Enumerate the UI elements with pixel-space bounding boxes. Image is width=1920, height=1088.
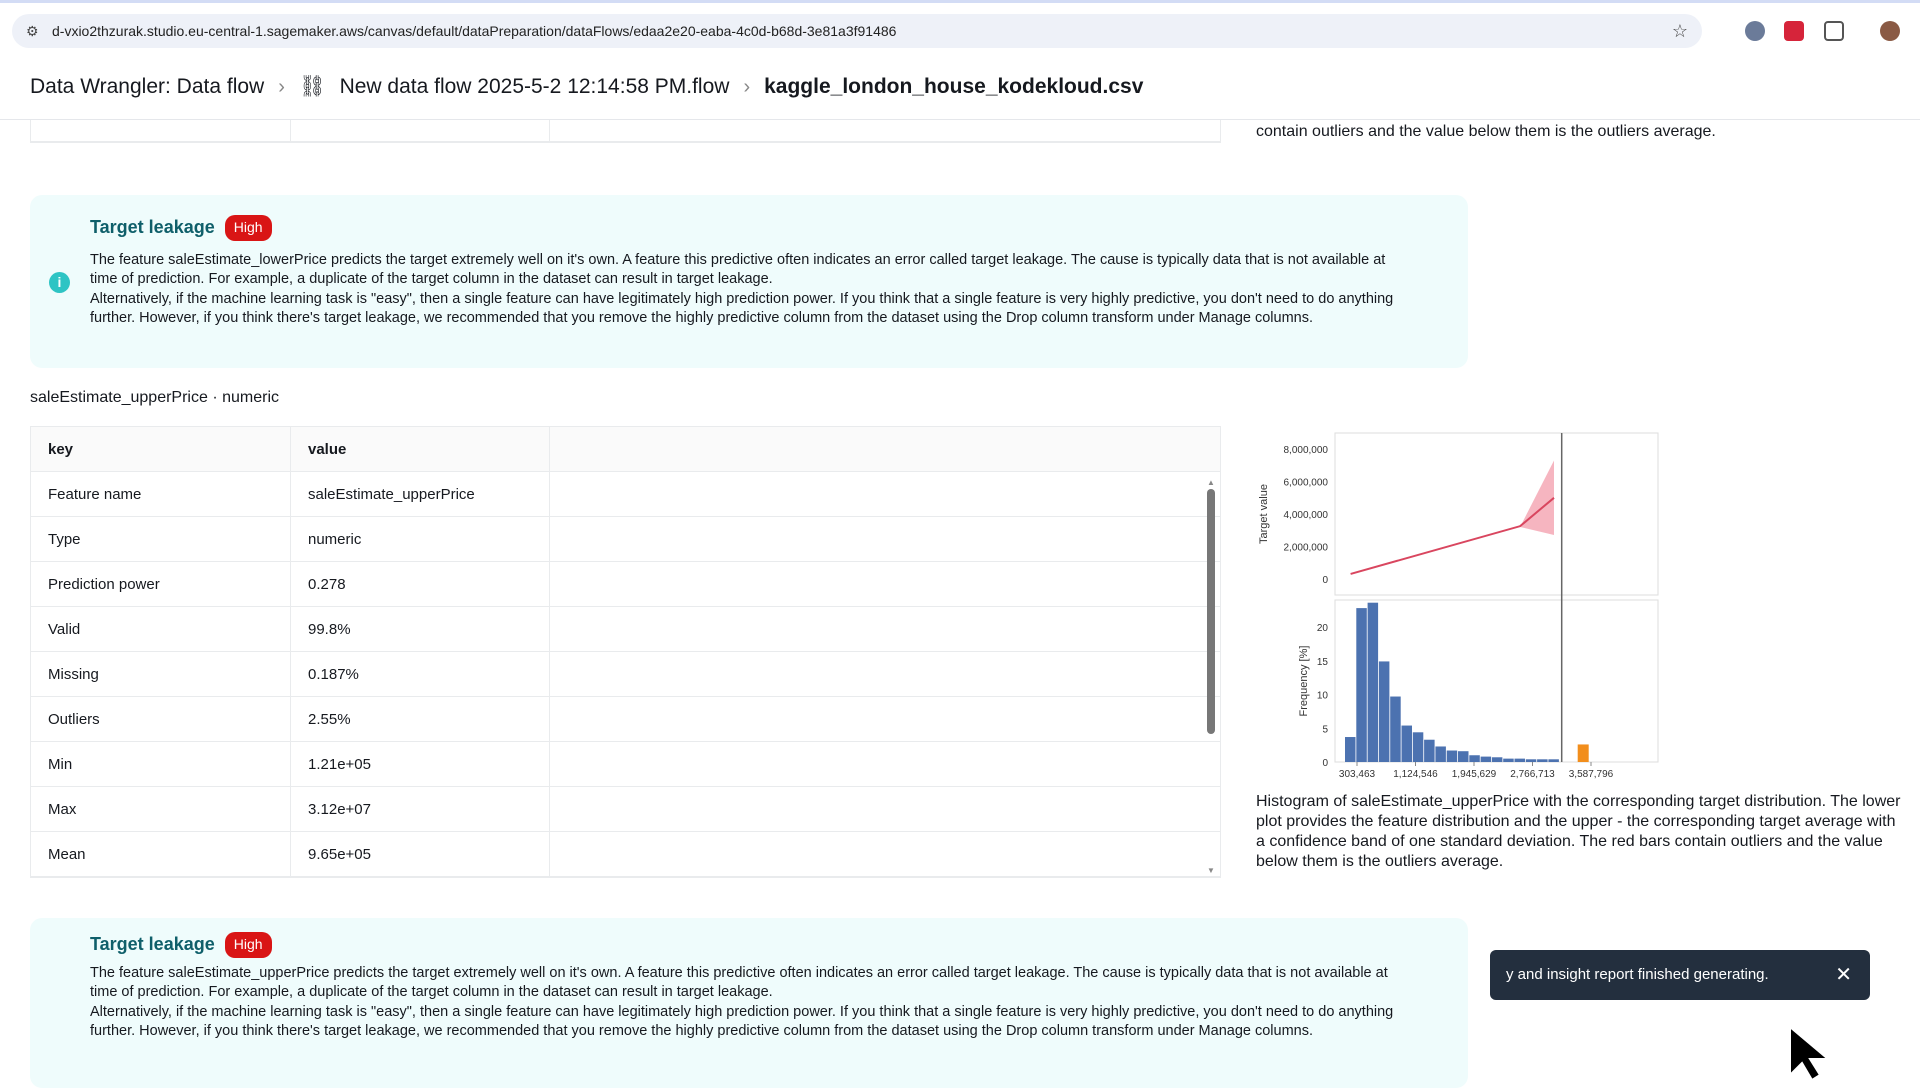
histogram-bar bbox=[1537, 759, 1548, 762]
browser-toolbar bbox=[0, 0, 1920, 55]
previous-chart-caption: contain outliers and the value below them is the outliers average. bbox=[1256, 123, 1716, 140]
y-tick-label: 10 bbox=[1316, 690, 1328, 702]
row-key: Prediction power bbox=[31, 562, 291, 606]
alert-text: Alternatively, if the machine learning task is "easy", then a single feature can have legitimately high prediction power. If you think that a single feature is very highly predictive, you don't need to do anything further. However, if you think there's target leakage, we recommended that you remove the highly predictive column from the dataset using the Drop column transform under Manage columns. bbox=[90, 290, 1394, 326]
y-tick-label: 15 bbox=[1316, 656, 1328, 668]
column-header: key bbox=[31, 427, 291, 471]
y-axis-label: Frequency [%] bbox=[1298, 645, 1310, 717]
outlier-bar bbox=[1578, 744, 1589, 762]
alert-text: Alternatively, if the machine learning task is "easy", then a single feature can have legitimately high prediction power. If you think that a single feature is very highly predictive, you don't need to do anything further. However, if you think there's target leakage, we recommended that you remove the highly predictive column from the dataset using the Drop column transform under Manage columns. bbox=[90, 1003, 1394, 1039]
scroll-down-icon[interactable]: ▼ bbox=[1207, 866, 1215, 875]
row-value: saleEstimate_upperPrice bbox=[291, 472, 550, 516]
row-key: Missing bbox=[31, 652, 291, 696]
close-icon[interactable]: ✕ bbox=[1835, 964, 1852, 986]
puzzle-extensions-icon[interactable] bbox=[1824, 21, 1844, 41]
scroll-up-icon[interactable]: ▲ bbox=[1207, 478, 1215, 487]
y-tick-label: 2,000,000 bbox=[1283, 542, 1328, 554]
feature-title: saleEstimate_upperPrice · numeric bbox=[30, 389, 279, 406]
row-value: 0.187% bbox=[291, 652, 550, 696]
y-tick-label: 5 bbox=[1322, 724, 1328, 736]
scrollbar-thumb[interactable] bbox=[1207, 489, 1215, 734]
breadcrumb-flow[interactable]: New data flow 2025-5-2 12:14:58 PM.flow bbox=[339, 75, 730, 98]
table-row bbox=[31, 652, 1220, 697]
row-value: 3.12e+07 bbox=[291, 787, 550, 831]
profile-avatar[interactable] bbox=[1880, 21, 1900, 41]
row-value: 9.65e+05 bbox=[291, 832, 550, 876]
histogram-bar bbox=[1435, 746, 1446, 762]
histogram-bar bbox=[1469, 755, 1480, 762]
address-bar[interactable] bbox=[12, 14, 1702, 48]
row-key: Mean bbox=[31, 832, 291, 876]
bookmark-star-icon[interactable]: ☆ bbox=[1671, 21, 1688, 41]
histogram-bar bbox=[1548, 759, 1559, 762]
row-value: numeric bbox=[291, 517, 550, 561]
y-tick-label: 8,000,000 bbox=[1283, 445, 1328, 457]
extension-icon[interactable] bbox=[1745, 21, 1765, 41]
toast-message: y and insight report finished generating. bbox=[1506, 966, 1769, 983]
confidence-band bbox=[1520, 461, 1554, 536]
target-leakage-alert bbox=[30, 195, 1468, 368]
histogram-bar bbox=[1413, 732, 1424, 762]
alert-title: Target leakage bbox=[90, 217, 215, 237]
table-row bbox=[31, 517, 1220, 562]
site-settings-icon[interactable]: ⚙ bbox=[26, 23, 39, 39]
row-key: Feature name bbox=[31, 472, 291, 516]
row-key: Type bbox=[31, 517, 291, 561]
page-header bbox=[0, 55, 1920, 120]
y-tick-label: 4,000,000 bbox=[1283, 510, 1328, 521]
table-row bbox=[31, 607, 1220, 652]
histogram-bar bbox=[1402, 726, 1413, 762]
breadcrumb bbox=[30, 75, 1143, 99]
notification-toast bbox=[1490, 950, 1870, 1000]
histogram-bar bbox=[1515, 759, 1526, 762]
histogram-bar bbox=[1492, 757, 1503, 762]
table-scrollbar[interactable] bbox=[1206, 478, 1216, 875]
y-tick-label: 0 bbox=[1322, 758, 1328, 769]
row-key: Max bbox=[31, 787, 291, 831]
histogram-bar bbox=[1368, 603, 1379, 762]
row-value: 99.8% bbox=[291, 607, 550, 651]
table-row bbox=[31, 742, 1220, 787]
chevron-right-icon: › bbox=[278, 75, 285, 98]
mouse-cursor-icon bbox=[1788, 1025, 1838, 1080]
alert-title: Target leakage bbox=[90, 934, 215, 954]
x-tick-label: 303,463 bbox=[1338, 769, 1376, 780]
flow-icon: ⛓ bbox=[298, 75, 326, 98]
histogram-chart bbox=[1255, 428, 1675, 788]
y-axis-label: Target value bbox=[1258, 484, 1270, 544]
y-tick-label: 6,000,000 bbox=[1283, 477, 1328, 489]
alert-text: The feature saleEstimate_lowerPrice predicts the target extremely well on it's own. A feature this predictive often indicates an error called target leakage. The cause is typically data that is not available at time of prediction. For example, a duplicate of the target column in the dataset can result in target leakage. bbox=[90, 251, 1386, 287]
y-tick-label: 0 bbox=[1322, 574, 1328, 586]
histogram-bar bbox=[1447, 751, 1458, 762]
severity-badge: High bbox=[225, 215, 272, 241]
breadcrumb-file: kaggle_london_house_kodekloud.csv bbox=[764, 75, 1144, 98]
target-line bbox=[1351, 498, 1554, 574]
histogram-bar bbox=[1458, 751, 1469, 762]
feature-summary-table bbox=[30, 426, 1221, 878]
table-row bbox=[31, 472, 1220, 517]
chevron-right-icon: › bbox=[743, 75, 751, 98]
row-key: Min bbox=[31, 742, 291, 786]
x-tick-label: 2,766,713 bbox=[1510, 769, 1555, 780]
breadcrumb-data-flow[interactable]: Data Wrangler: Data flow bbox=[30, 75, 265, 98]
alert-text: The feature saleEstimate_upperPrice predicts the target extremely well on it's own. A feature this predictive often indicates an error called target leakage. The cause is typically data that is not available at time of prediction. For example, a duplicate of the target column in the dataset can result in target leakage. bbox=[90, 964, 1388, 1000]
x-tick-label: 3,587,796 bbox=[1568, 769, 1614, 780]
histogram-bar bbox=[1379, 661, 1390, 762]
row-value: 0.278 bbox=[291, 562, 550, 606]
histogram-bar bbox=[1424, 740, 1435, 762]
x-tick-label: 1,124,546 bbox=[1393, 769, 1438, 780]
info-icon: i bbox=[49, 272, 70, 293]
row-value: 2.55% bbox=[291, 697, 550, 741]
table-row bbox=[31, 697, 1220, 742]
extension-icon[interactable] bbox=[1784, 21, 1804, 41]
table-row bbox=[31, 832, 1220, 877]
row-key: Valid bbox=[31, 607, 291, 651]
histogram-bar bbox=[1390, 697, 1401, 762]
x-tick-label: 1,945,629 bbox=[1451, 769, 1497, 780]
chart-caption: Histogram of saleEstimate_upperPrice with the corresponding target distribution. The lower plot provides the feature distribution and the upper - the corresponding target average with a confidence band of one standard deviation. The red bars contain outliers and the value below them is the outliers average. bbox=[1256, 793, 1901, 870]
histogram-bar bbox=[1481, 757, 1492, 762]
histogram-bar bbox=[1345, 737, 1356, 762]
url-text: d-vxio2thzurak.studio.eu-central-1.sagemaker.aws/canvas/default/dataPreparation/dataFlows/edaa2e20-eaba-4c0d-b68d-3e81a3f91486 bbox=[52, 23, 897, 39]
histogram-bar bbox=[1503, 759, 1514, 762]
row-key: Outliers bbox=[31, 697, 291, 741]
column-header: value bbox=[291, 427, 550, 471]
target-leakage-alert bbox=[30, 918, 1468, 1088]
table-row bbox=[31, 787, 1220, 832]
row-value: 1.21e+05 bbox=[291, 742, 550, 786]
histogram-bar bbox=[1526, 759, 1537, 762]
table-row bbox=[31, 562, 1220, 607]
severity-badge: High bbox=[225, 932, 272, 958]
histogram-bar bbox=[1356, 608, 1367, 762]
y-tick-label: 20 bbox=[1316, 623, 1328, 634]
upper-plot-frame bbox=[1335, 433, 1658, 595]
